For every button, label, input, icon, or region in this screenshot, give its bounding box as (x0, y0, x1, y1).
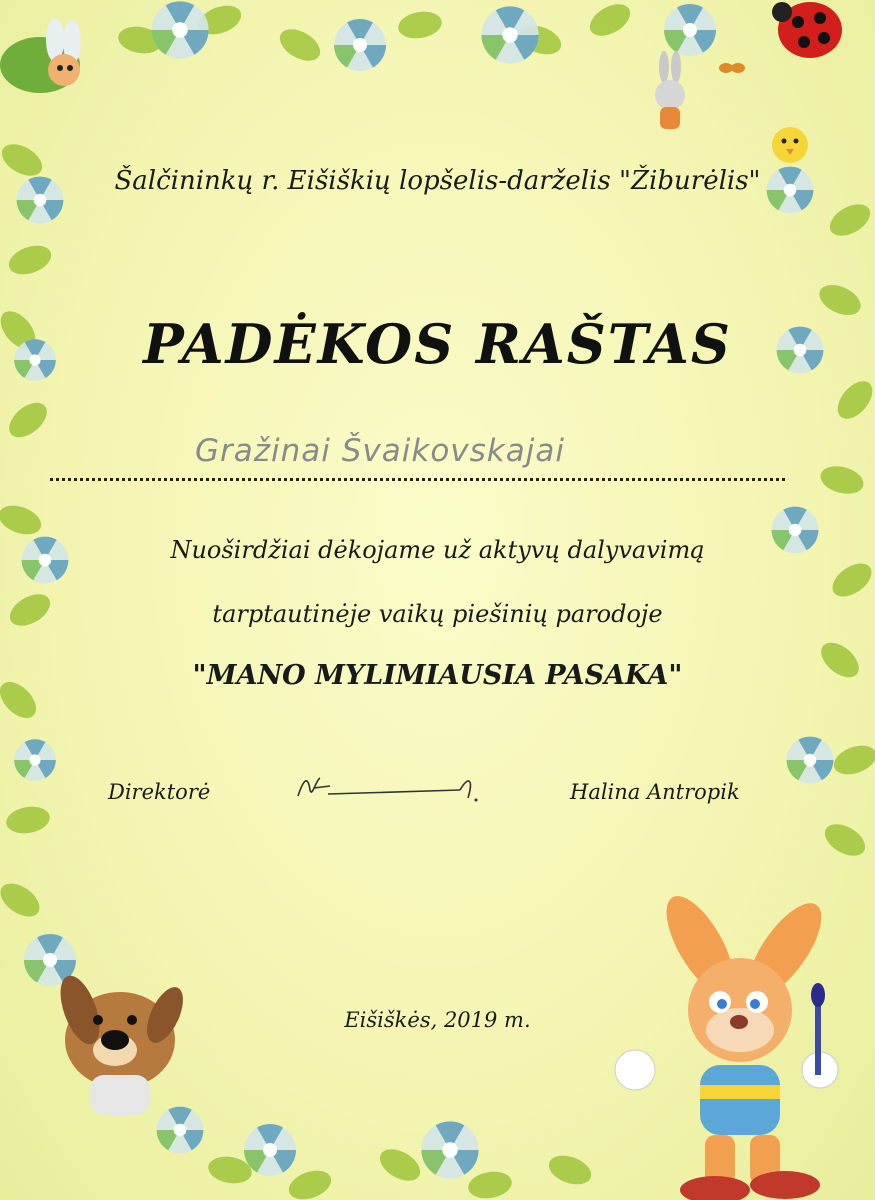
recipient-dotted-line (50, 478, 785, 481)
exhibition-title: "MANO MYLIMIAUSIA PASAKA" (192, 660, 683, 691)
signatory-role: Direktorė (108, 780, 211, 804)
handwritten-signature (290, 768, 490, 808)
rabbit-painter-icon (615, 886, 838, 1200)
leaf-border-bottom (157, 1107, 596, 1200)
certificate-title: PADĖKOS RAŠTAS (143, 312, 732, 376)
leaf-border-top (116, 0, 716, 71)
leaf-border-right (767, 167, 875, 863)
signatory-name: Halina Antropik (570, 780, 740, 804)
butterfly-icon (719, 63, 745, 73)
thanks-line-2: tarptautinėje vaikų piešinių parodoje (212, 600, 663, 628)
bunny-icon (0, 18, 81, 93)
institution-name: Šalčininkų r. Eišiškių lopšelis-darželis "Žiburėlis" (114, 166, 761, 196)
dog-icon (53, 971, 191, 1115)
ladybug-icon (772, 2, 842, 58)
chick-icon (772, 127, 808, 163)
recipient-name: Gražinai Švaikovskajai (195, 433, 565, 469)
grey-bunny-icon (655, 51, 685, 129)
thanks-line-1: Nuoširdžiai dėkojame už aktyvų dalyvavimą (170, 536, 705, 564)
place-date: Eišiškės, 2019 m. (344, 1008, 531, 1032)
